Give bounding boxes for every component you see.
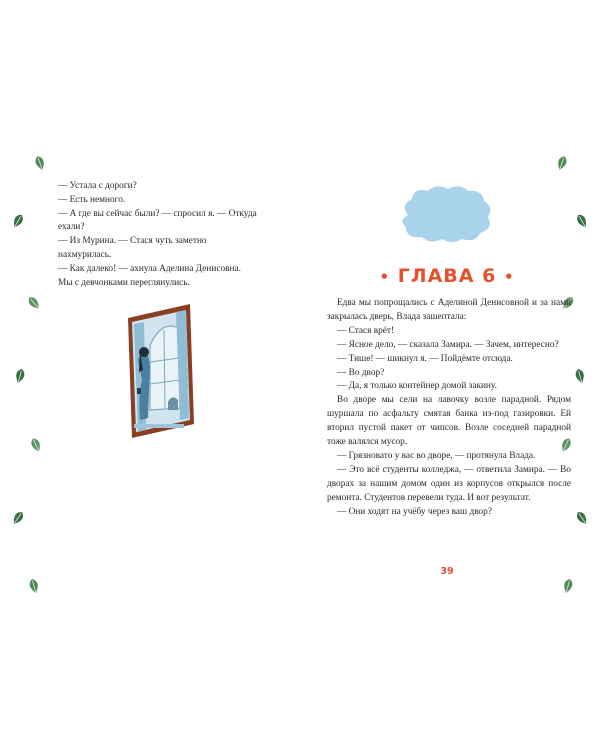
paragraph: — Во двор? xyxy=(337,367,385,378)
paragraph: Едва мы попрощались с Аделиной Денисовной и за нами закрылась дверь, Влада зашептала: xyxy=(327,298,571,322)
leaf-icon xyxy=(10,366,30,386)
window-girl-illustration xyxy=(120,300,210,440)
chapter-title xyxy=(320,265,574,287)
leaf-icon xyxy=(24,576,44,596)
narration-line: Мы с девчонками переглянулись. xyxy=(58,277,190,288)
bullet-dot-icon: • xyxy=(503,268,515,286)
leaf-icon xyxy=(25,434,46,455)
leaf-icon xyxy=(7,210,29,232)
leaf-icon xyxy=(571,210,593,232)
left-page-text xyxy=(58,180,258,290)
leaf-icon xyxy=(570,366,590,386)
paragraph: — Они ходят на учёбу через ваш двор? xyxy=(337,506,492,517)
dialogue-line: — А где вы сейчас были? — спросил я. — Откуда ехали? xyxy=(58,208,257,233)
dialogue-line: — Есть немного. xyxy=(58,194,126,205)
dialogue-line: — Из Мурина. — Стася чуть заметно нахмурилась. xyxy=(58,236,207,260)
leaf-icon xyxy=(23,292,46,315)
right-page-text xyxy=(327,297,571,520)
leaf-icon xyxy=(552,153,573,174)
paragraph: — Да, я только контейнер домой закину. xyxy=(337,381,497,392)
dialogue-line: — Как далеко! — ахнула Аделина Денисовна. xyxy=(58,263,241,274)
paragraph: — Это всё студенты колледжа, — ответила Замира. — Во дворах за нашим домом один из корпусов открылся после ремонта. Студентов перевели туда. И вот результат. xyxy=(327,464,571,503)
page-number: 39 xyxy=(440,566,454,577)
leaf-icon xyxy=(30,153,51,174)
paragraph: — Грязновато у вас во дворе, — протянула Влада. xyxy=(337,450,536,461)
leaf-icon xyxy=(558,576,578,596)
bullet-dot-icon: • xyxy=(379,268,391,286)
paragraph: — Ясное дело, — сказала Замира. — Зачем, интересно? xyxy=(337,339,559,350)
paragraph: Во дворе мы сели на лавочку возле парадной. Рядом шуршала по асфальту смятая банка из-под газировки. Ей вторил пустой пакет от чипсов. Возле соседней парадной тоже валялся мусор. xyxy=(327,395,571,448)
paragraph: — Тише! — шикнул я. — Пойдёмте отсюда. xyxy=(337,353,513,364)
leaf-icon xyxy=(7,507,29,529)
leaf-icon xyxy=(571,507,593,529)
chapter-title-text: ГЛАВА 6 xyxy=(397,265,497,287)
paragraph: — Стася врёт! xyxy=(337,325,395,336)
dialogue-line: — Устала с дороги? xyxy=(58,181,137,191)
cloud-decoration xyxy=(398,183,496,245)
